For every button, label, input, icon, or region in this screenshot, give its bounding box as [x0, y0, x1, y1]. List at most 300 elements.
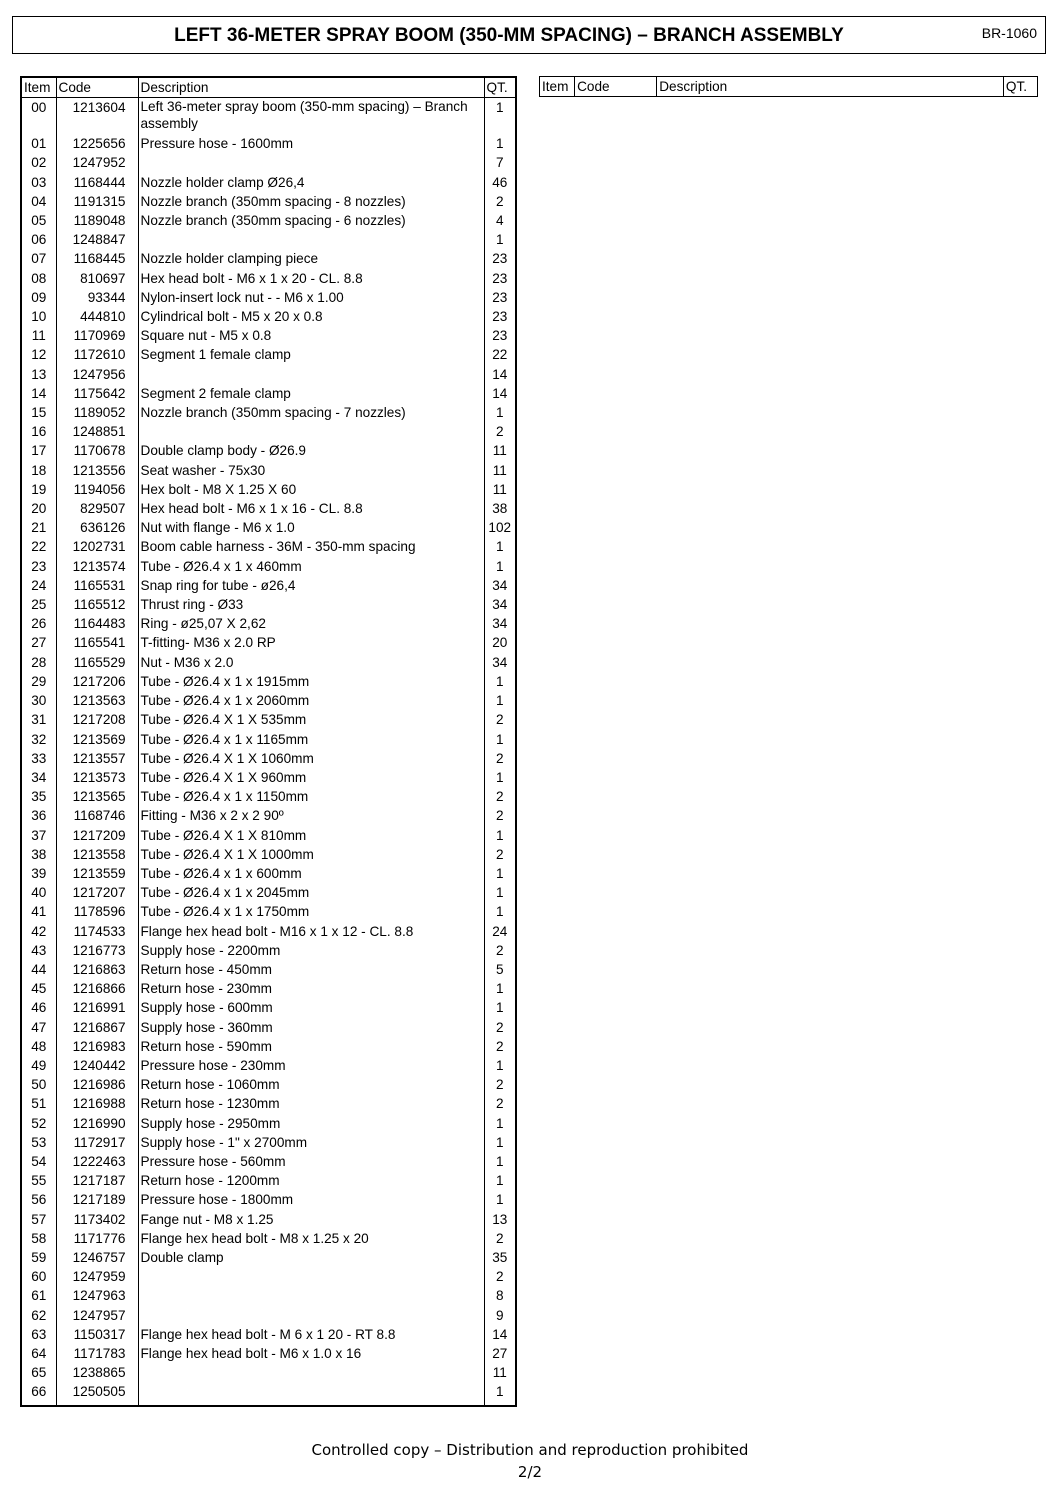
table-row	[21, 1190, 516, 1209]
cell-code: 1213557	[56, 749, 138, 768]
cell-item: 21	[21, 518, 56, 537]
cell-qty: 34	[484, 614, 516, 633]
cell-qty: 1	[484, 1114, 516, 1133]
cell-qty: 1	[484, 1171, 516, 1190]
table-row	[21, 1152, 516, 1171]
cell-qty: 11	[484, 480, 516, 499]
cell-item: 32	[21, 730, 56, 749]
cell-qty: 14	[484, 1325, 516, 1344]
cell-item: 33	[21, 749, 56, 768]
cell-description: Return hose - 450mm	[138, 960, 484, 979]
cell-qty: 2	[484, 710, 516, 729]
cell-item: 30	[21, 691, 56, 710]
table-row	[21, 153, 516, 172]
cell-code: 1216863	[56, 960, 138, 979]
cell-code: 1217209	[56, 826, 138, 845]
cell-code: 1250505	[56, 1382, 138, 1405]
cell-item: 19	[21, 480, 56, 499]
cell-qty: 2	[484, 1094, 516, 1113]
cell-description: Boom cable harness - 36M - 350-mm spacing	[138, 537, 484, 556]
cell-code: 1175642	[56, 384, 138, 403]
cell-description: Left 36-meter spray boom (350-mm spacing) – Branch assembly	[138, 98, 484, 135]
cell-description: Supply hose - 360mm	[138, 1018, 484, 1037]
cell-description: Tube - Ø26.4 X 1 X 535mm	[138, 710, 484, 729]
cell-qty: 27	[484, 1344, 516, 1363]
table-row	[21, 826, 516, 845]
cell-description: Flange hex head bolt - M6 x 1.0 x 16	[138, 1344, 484, 1363]
cell-description	[138, 1382, 484, 1405]
cell-item: 42	[21, 922, 56, 941]
cell-qty: 13	[484, 1210, 516, 1229]
cell-description: Return hose - 1200mm	[138, 1171, 484, 1190]
cell-code: 1238865	[56, 1363, 138, 1382]
cell-qty: 1	[484, 672, 516, 691]
cell-item: 36	[21, 806, 56, 825]
cell-item: 14	[21, 384, 56, 403]
table-row	[21, 326, 516, 345]
cell-description: Pressure hose - 1600mm	[138, 134, 484, 153]
cell-qty: 4	[484, 211, 516, 230]
cell-item: 35	[21, 787, 56, 806]
column-header-qty: QT.	[1003, 77, 1037, 97]
table-row	[21, 230, 516, 249]
footer-notice: Controlled copy – Distribution and reproduction prohibited	[311, 1441, 749, 1459]
cell-qty: 1	[484, 864, 516, 883]
table-row	[21, 1363, 516, 1382]
table-row	[21, 1382, 516, 1405]
cell-code: 1213604	[56, 98, 138, 135]
table-row	[21, 307, 516, 326]
cell-description: Return hose - 1230mm	[138, 1094, 484, 1113]
cell-qty: 14	[484, 384, 516, 403]
cell-qty: 23	[484, 307, 516, 326]
cell-code: 1165512	[56, 595, 138, 614]
cell-description: Segment 1 female clamp	[138, 345, 484, 364]
cell-code: 1213573	[56, 768, 138, 787]
cell-qty: 1	[484, 557, 516, 576]
cell-qty: 2	[484, 941, 516, 960]
cell-description: Flange hex head bolt - M 6 x 1 20 - RT 8.8	[138, 1325, 484, 1344]
cell-description	[138, 1363, 484, 1382]
table-row	[21, 941, 516, 960]
cell-code: 1217206	[56, 672, 138, 691]
cell-code: 1217207	[56, 883, 138, 902]
cell-qty: 1	[484, 403, 516, 422]
table-row	[21, 1286, 516, 1305]
cell-qty: 1	[484, 998, 516, 1017]
cell-item: 61	[21, 1286, 56, 1305]
cell-qty: 1	[484, 979, 516, 998]
cell-qty: 2	[484, 749, 516, 768]
cell-description: Hex bolt - M8 X 1.25 X 60	[138, 480, 484, 499]
column-header-description: Description	[657, 77, 1004, 97]
cell-item: 44	[21, 960, 56, 979]
cell-description: Flange hex head bolt - M8 x 1.25 x 20	[138, 1229, 484, 1248]
cell-item: 20	[21, 499, 56, 518]
table-row	[21, 249, 516, 268]
table-header-row	[21, 77, 516, 98]
cell-item: 41	[21, 902, 56, 921]
cell-code: 1168746	[56, 806, 138, 825]
cell-code: 1216991	[56, 998, 138, 1017]
table-row	[21, 768, 516, 787]
cell-description: Square nut - M5 x 0.8	[138, 326, 484, 345]
cell-qty: 23	[484, 326, 516, 345]
cell-code: 1216990	[56, 1114, 138, 1133]
cell-code: 1165541	[56, 633, 138, 652]
cell-description: Pressure hose - 560mm	[138, 1152, 484, 1171]
cell-qty: 2	[484, 422, 516, 441]
table-row	[21, 1229, 516, 1248]
cell-code: 1222463	[56, 1152, 138, 1171]
cell-description: Snap ring for tube - ø26,4	[138, 576, 484, 595]
column-header-qty: QT.	[484, 77, 516, 98]
cell-code: 1194056	[56, 480, 138, 499]
page-number: 2/2	[517, 1463, 543, 1481]
cell-code: 1216867	[56, 1018, 138, 1037]
cell-qty: 9	[484, 1306, 516, 1325]
cell-item: 10	[21, 307, 56, 326]
cell-code: 1216983	[56, 1037, 138, 1056]
cell-qty: 1	[484, 1382, 516, 1405]
cell-item: 16	[21, 422, 56, 441]
cell-code: 1172610	[56, 345, 138, 364]
cell-item: 29	[21, 672, 56, 691]
cell-code: 1165529	[56, 653, 138, 672]
table-row	[21, 1306, 516, 1325]
cell-code: 1213565	[56, 787, 138, 806]
cell-code: 1247963	[56, 1286, 138, 1305]
cell-item: 55	[21, 1171, 56, 1190]
cell-description: Nozzle branch (350mm spacing - 8 nozzles)	[138, 192, 484, 211]
column-header-item: Item	[21, 77, 56, 98]
cell-description: Double clamp body - Ø26.9	[138, 441, 484, 460]
cell-item: 24	[21, 576, 56, 595]
cell-qty: 1	[484, 826, 516, 845]
cell-code: 1240442	[56, 1056, 138, 1075]
cell-description: Tube - Ø26.4 X 1 X 960mm	[138, 768, 484, 787]
cell-item: 59	[21, 1248, 56, 1267]
cell-qty: 2	[484, 192, 516, 211]
cell-item: 23	[21, 557, 56, 576]
table-row	[21, 1075, 516, 1094]
cell-code: 1217208	[56, 710, 138, 729]
table-row	[21, 288, 516, 307]
cell-item: 15	[21, 403, 56, 422]
cell-description: Nut with flange - M6 x 1.0	[138, 518, 484, 537]
cell-qty: 34	[484, 595, 516, 614]
cell-description: Supply hose - 2200mm	[138, 941, 484, 960]
cell-description: Tube - Ø26.4 x 1 x 600mm	[138, 864, 484, 883]
cell-item: 64	[21, 1344, 56, 1363]
cell-description	[138, 153, 484, 172]
cell-code: 1178596	[56, 902, 138, 921]
table-row	[21, 730, 516, 749]
table-row	[21, 480, 516, 499]
cell-qty: 35	[484, 1248, 516, 1267]
cell-qty: 1	[484, 1190, 516, 1209]
cell-code: 1170678	[56, 441, 138, 460]
cell-code: 1213563	[56, 691, 138, 710]
cell-code: 1213574	[56, 557, 138, 576]
table-row	[21, 365, 516, 384]
cell-qty: 1	[484, 1152, 516, 1171]
table-row	[21, 269, 516, 288]
cell-code: 1150317	[56, 1325, 138, 1344]
table-row	[21, 883, 516, 902]
cell-item: 00	[21, 98, 56, 135]
cell-code: 1213559	[56, 864, 138, 883]
table-row	[21, 1037, 516, 1056]
cell-item: 40	[21, 883, 56, 902]
column-header-description: Description	[138, 77, 484, 98]
table-row	[21, 441, 516, 460]
cell-qty: 7	[484, 153, 516, 172]
table-row	[21, 1171, 516, 1190]
cell-description: Hex head bolt - M6 x 1 x 16 - CL. 8.8	[138, 499, 484, 518]
cell-description	[138, 1306, 484, 1325]
cell-description: Nozzle holder clamp Ø26,4	[138, 173, 484, 192]
cell-code: 1213558	[56, 845, 138, 864]
cell-qty: 1	[484, 768, 516, 787]
cell-item: 25	[21, 595, 56, 614]
cell-description: Fitting - M36 x 2 x 2 90º	[138, 806, 484, 825]
cell-code: 1213569	[56, 730, 138, 749]
table-row	[21, 922, 516, 941]
cell-item: 62	[21, 1306, 56, 1325]
cell-item: 11	[21, 326, 56, 345]
cell-item: 37	[21, 826, 56, 845]
table-row	[21, 173, 516, 192]
cell-qty: 11	[484, 461, 516, 480]
cell-qty: 1	[484, 537, 516, 556]
cell-code: 1202731	[56, 537, 138, 556]
cell-code: 829507	[56, 499, 138, 518]
cell-code: 1216773	[56, 941, 138, 960]
cell-description	[138, 230, 484, 249]
table-row	[21, 537, 516, 556]
cell-description: Supply hose - 1" x 2700mm	[138, 1133, 484, 1152]
cell-qty: 1	[484, 883, 516, 902]
cell-code: 1213556	[56, 461, 138, 480]
cell-qty: 1	[484, 902, 516, 921]
cell-description: Pressure hose - 230mm	[138, 1056, 484, 1075]
cell-qty: 2	[484, 1075, 516, 1094]
cell-item: 09	[21, 288, 56, 307]
cell-code: 1248847	[56, 230, 138, 249]
cell-description	[138, 1267, 484, 1286]
parts-table-body	[21, 98, 516, 1406]
cell-description: Tube - Ø26.4 x 1 x 1750mm	[138, 902, 484, 921]
table-row	[21, 864, 516, 883]
cell-item: 45	[21, 979, 56, 998]
cell-code: 1217189	[56, 1190, 138, 1209]
cell-code: 810697	[56, 269, 138, 288]
cell-code: 1168445	[56, 249, 138, 268]
cell-item: 38	[21, 845, 56, 864]
table-row	[21, 902, 516, 921]
table-row	[21, 595, 516, 614]
cell-qty: 1	[484, 230, 516, 249]
cell-description: Pressure hose - 1800mm	[138, 1190, 484, 1209]
table-row	[21, 576, 516, 595]
cell-qty: 1	[484, 730, 516, 749]
cell-code: 444810	[56, 307, 138, 326]
cell-item: 26	[21, 614, 56, 633]
cell-description: Tube - Ø26.4 X 1 X 1060mm	[138, 749, 484, 768]
cell-description: Tube - Ø26.4 x 1 x 1165mm	[138, 730, 484, 749]
table-header-row	[540, 77, 1038, 97]
cell-qty: 14	[484, 365, 516, 384]
cell-qty: 8	[484, 1286, 516, 1305]
table-row	[21, 979, 516, 998]
table-row	[21, 633, 516, 652]
cell-description: Thrust ring - Ø33	[138, 595, 484, 614]
table-row	[21, 653, 516, 672]
cell-qty: 2	[484, 806, 516, 825]
cell-code: 1189048	[56, 211, 138, 230]
cell-description: Double clamp	[138, 1248, 484, 1267]
cell-qty: 20	[484, 633, 516, 652]
table-row	[21, 461, 516, 480]
cell-description: Nozzle branch (350mm spacing - 6 nozzles)	[138, 211, 484, 230]
cell-description: Supply hose - 600mm	[138, 998, 484, 1017]
table-row	[21, 1248, 516, 1267]
cell-item: 57	[21, 1210, 56, 1229]
cell-description	[138, 365, 484, 384]
cell-description: Tube - Ø26.4 x 1 x 460mm	[138, 557, 484, 576]
cell-qty: 23	[484, 269, 516, 288]
cell-code: 1164483	[56, 614, 138, 633]
cell-qty: 5	[484, 960, 516, 979]
cell-code: 1173402	[56, 1210, 138, 1229]
cell-item: 07	[21, 249, 56, 268]
cell-qty: 2	[484, 1267, 516, 1286]
cell-item: 66	[21, 1382, 56, 1405]
column-header-code: Code	[56, 77, 138, 98]
table-row	[21, 1133, 516, 1152]
table-row	[21, 1094, 516, 1113]
cell-qty: 23	[484, 249, 516, 268]
column-header-code: Code	[575, 77, 657, 97]
cell-description: Cylindrical bolt - M5 x 20 x 0.8	[138, 307, 484, 326]
table-row	[21, 422, 516, 441]
table-row	[21, 749, 516, 768]
cell-code: 1248851	[56, 422, 138, 441]
cell-item: 51	[21, 1094, 56, 1113]
cell-description: Return hose - 230mm	[138, 979, 484, 998]
cell-item: 12	[21, 345, 56, 364]
cell-description: Nozzle branch (350mm spacing - 7 nozzles)	[138, 403, 484, 422]
cell-code: 1189052	[56, 403, 138, 422]
cell-code: 1247959	[56, 1267, 138, 1286]
cell-item: 50	[21, 1075, 56, 1094]
table-row	[21, 345, 516, 364]
cell-code: 1191315	[56, 192, 138, 211]
cell-item: 39	[21, 864, 56, 883]
cell-description: Hex head bolt - M6 x 1 x 20 - CL. 8.8	[138, 269, 484, 288]
table-row	[21, 211, 516, 230]
table-row	[21, 518, 516, 537]
cell-item: 60	[21, 1267, 56, 1286]
cell-code: 1247957	[56, 1306, 138, 1325]
cell-qty: 1	[484, 98, 516, 135]
table-row	[21, 1114, 516, 1133]
cell-item: 47	[21, 1018, 56, 1037]
table-row	[21, 806, 516, 825]
cell-description: Nozzle holder clamping piece	[138, 249, 484, 268]
table-row	[21, 192, 516, 211]
cell-item: 54	[21, 1152, 56, 1171]
cell-item: 28	[21, 653, 56, 672]
table-row	[21, 845, 516, 864]
table-row	[21, 1267, 516, 1286]
cell-qty: 2	[484, 787, 516, 806]
table-row	[21, 1325, 516, 1344]
cell-qty: 1	[484, 691, 516, 710]
cell-qty: 11	[484, 441, 516, 460]
cell-description: Supply hose - 2950mm	[138, 1114, 484, 1133]
cell-code: 93344	[56, 288, 138, 307]
table-row	[21, 691, 516, 710]
cell-code: 1171783	[56, 1344, 138, 1363]
cell-item: 04	[21, 192, 56, 211]
cell-item: 65	[21, 1363, 56, 1382]
table-row	[21, 499, 516, 518]
cell-code: 1165531	[56, 576, 138, 595]
cell-description: Return hose - 590mm	[138, 1037, 484, 1056]
cell-code: 1216986	[56, 1075, 138, 1094]
cell-qty: 2	[484, 1229, 516, 1248]
cell-item: 02	[21, 153, 56, 172]
cell-qty: 11	[484, 1363, 516, 1382]
table-row	[21, 614, 516, 633]
table-row	[21, 787, 516, 806]
cell-qty: 24	[484, 922, 516, 941]
table-row	[21, 998, 516, 1017]
cell-description: T-fitting- M36 x 2.0 RP	[138, 633, 484, 652]
cell-code: 1168444	[56, 173, 138, 192]
cell-description: Seat washer - 75x30	[138, 461, 484, 480]
cell-qty: 2	[484, 1018, 516, 1037]
cell-qty: 1	[484, 134, 516, 153]
cell-qty: 34	[484, 576, 516, 595]
cell-code: 1174533	[56, 922, 138, 941]
cell-description	[138, 1286, 484, 1305]
parts-table-empty	[539, 76, 1038, 97]
cell-item: 34	[21, 768, 56, 787]
document-number: BR-1060	[981, 25, 1037, 41]
page-title: LEFT 36-METER SPRAY BOOM (350-MM SPACING) – BRANCH ASSEMBLY	[174, 25, 844, 46]
cell-description: Tube - Ø26.4 x 1 x 1915mm	[138, 672, 484, 691]
cell-code: 636126	[56, 518, 138, 537]
cell-item: 22	[21, 537, 56, 556]
cell-qty: 46	[484, 173, 516, 192]
cell-qty: 2	[484, 845, 516, 864]
cell-description	[138, 422, 484, 441]
table-row	[21, 1344, 516, 1363]
table-row	[21, 710, 516, 729]
cell-item: 05	[21, 211, 56, 230]
cell-description: Fange nut - M8 x 1.25	[138, 1210, 484, 1229]
table-row	[21, 672, 516, 691]
cell-item: 06	[21, 230, 56, 249]
cell-code: 1247956	[56, 365, 138, 384]
cell-code: 1216988	[56, 1094, 138, 1113]
cell-item: 08	[21, 269, 56, 288]
table-row	[21, 384, 516, 403]
cell-item: 03	[21, 173, 56, 192]
